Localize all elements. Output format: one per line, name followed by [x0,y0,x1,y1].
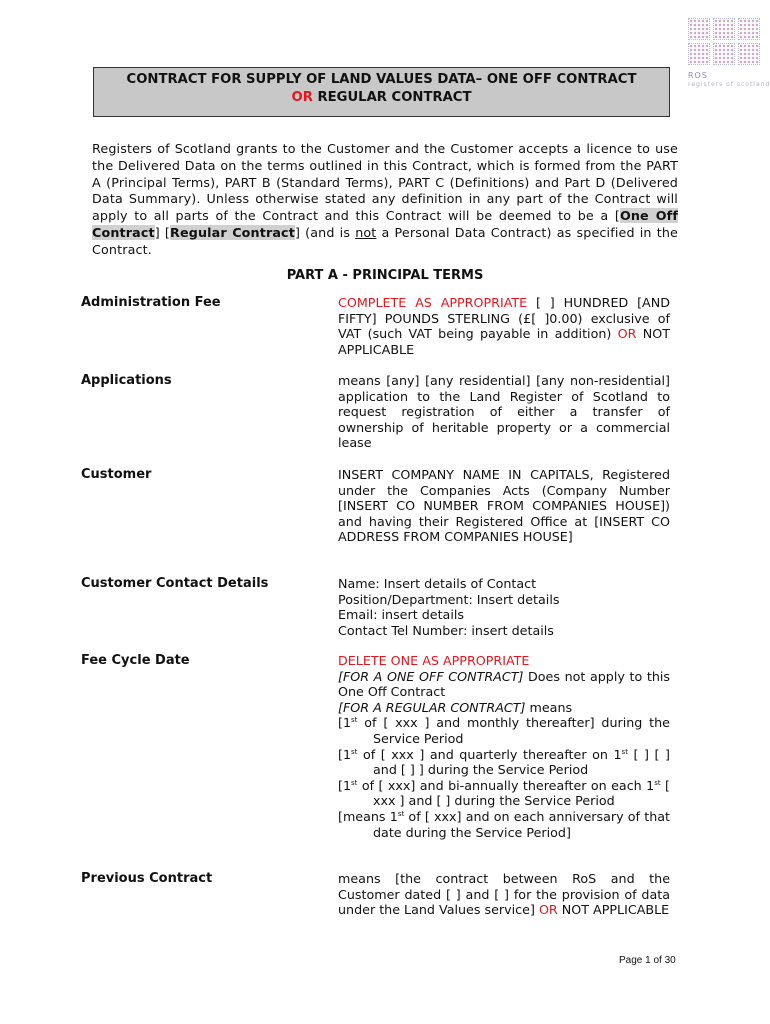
term-label: Previous Contract [81,871,213,886]
or-red: OR [617,326,637,342]
intro-paragraph [92,141,678,259]
title-line-1: CONTRACT FOR SUPPLY OF LAND VALUES DATA– ONE OFF CONTRACT [126,72,637,87]
regular-label: [FOR A REGULAR CONTRACT] [338,699,526,715]
contact-line: Email: insert details [338,607,464,623]
term-definition [338,576,670,638]
definition-text: [ ] HUNDRED [AND FIFTY] POUNDS STERLING (£[ ]0.00) exclusive of VAT (such VAT being payable in addition) [338,295,670,342]
logo-mark [688,18,762,65]
or-red: OR [538,902,558,918]
regular-text: means [525,699,573,715]
contact-line: Name: Insert details of Contact [338,576,537,591]
contact-line: Contact Tel Number: insert details [338,622,554,638]
opt-text: [ ] [ ] and [ ] ] during the Service Period [373,746,670,778]
opt-text: [ xxx ] and [ ] during the Service Period [373,777,670,809]
opt-sup: st [351,716,358,725]
one-off-text: Does not apply to this One Off Contract [338,668,671,700]
intro-not: not [355,224,377,240]
intro-mid: ] [ [154,224,171,240]
opt-sup: st [654,778,661,787]
logo-subtitle: registers of scotland [688,81,770,88]
term-definition [338,295,670,357]
opt-sup: st [397,809,405,818]
logo-wordmark: ROS [688,71,708,80]
regular-contract-option: Regular Contract [170,224,295,240]
contact-line: Position/Department: Insert details [338,591,560,607]
title-line-2 [94,89,669,107]
opt-text: [means 1 [338,808,398,824]
ros-logo [688,18,770,104]
term-label: Customer Contact Details [81,576,269,591]
term-label: Customer [81,467,152,482]
quarterly-option [338,747,670,778]
term-label: Applications [81,373,172,388]
opt-text: of [ xxx ] and monthly thereafter] during the Service Period [357,715,670,746]
term-definition [338,653,670,840]
definition-text-2: NOT APPLICABLE [557,902,670,918]
instruction-red: COMPLETE AS APPROPRIATE [338,295,528,310]
definition-text-2: NOT APPLICABLE [338,326,670,357]
opt-sup: st [351,778,358,787]
title-or: OR [291,90,313,105]
page-number: Page 1 of 30 [619,955,676,966]
term-definition: means [any] [any residential] [any non-residential] application to the Land Register of Scotland to request registration of either a transfer of ownership of heritable property or a commercial lease [338,373,670,451]
opt-sup: st [351,747,358,756]
one-off-label: [FOR A ONE OFF CONTRACT] [338,668,524,684]
annual-option [338,809,670,840]
opt-text: [1 [338,715,352,731]
opt-text: [1 [338,777,352,793]
intro-text-2: ] (and is [294,224,356,240]
opt-text: of [ xxx] and bi-annually thereafter on each 1 [357,777,655,793]
contract-title-box [93,67,670,117]
opt-text: of [ xxx ] and quarterly thereafter on 1 [357,746,622,762]
monthly-option [338,715,670,746]
term-definition [338,871,670,918]
title-regular: REGULAR CONTRACT [312,90,472,105]
instruction-red: DELETE ONE AS APPROPRIATE [338,653,530,668]
intro-text-3: a Personal Data Contract) as specified in the Contract. [92,224,678,257]
one-off-clause [338,669,670,700]
term-definition: INSERT COMPANY NAME IN CAPITALS, Registered under the Companies Acts (Company Number [INSERT CO NUMBER FROM COMPANIES HOUSE]) and having their Registered Office at [INSERT CO ADDRESS FROM COMPANIES HOUSE] [338,467,670,545]
opt-text: [1 [338,746,352,762]
regular-clause [338,700,670,716]
term-label: Administration Fee [81,295,221,310]
opt-sup: st [621,747,628,756]
one-off-contract-option: One Off Contract [92,208,678,240]
intro-text-1: Registers of Scotland grants to the Customer and the Customer accepts a licence to use the Delivered Data on the terms outlined in this Contract, which is formed from the PART A (Principal Terms), PART B (Standard Terms), PART C (Definitions) and Part D (Delivered Data Summary). Unless otherwise stated any definition in any part of the Contract will apply to all parts of the Contract and this Contract will be deemed to be a [ [92,141,678,224]
opt-text: of [ xxx] and on each anniversary of that date during the Service Period] [373,808,670,840]
part-a-heading: PART A - PRINCIPAL TERMS [286,268,484,283]
definition-text: means [the contract between RoS and the Customer dated [ ] and [ ] for the provision of data under the Land Values service] [338,871,670,918]
term-label: Fee Cycle Date [81,653,190,668]
bi-annual-option [338,778,670,809]
